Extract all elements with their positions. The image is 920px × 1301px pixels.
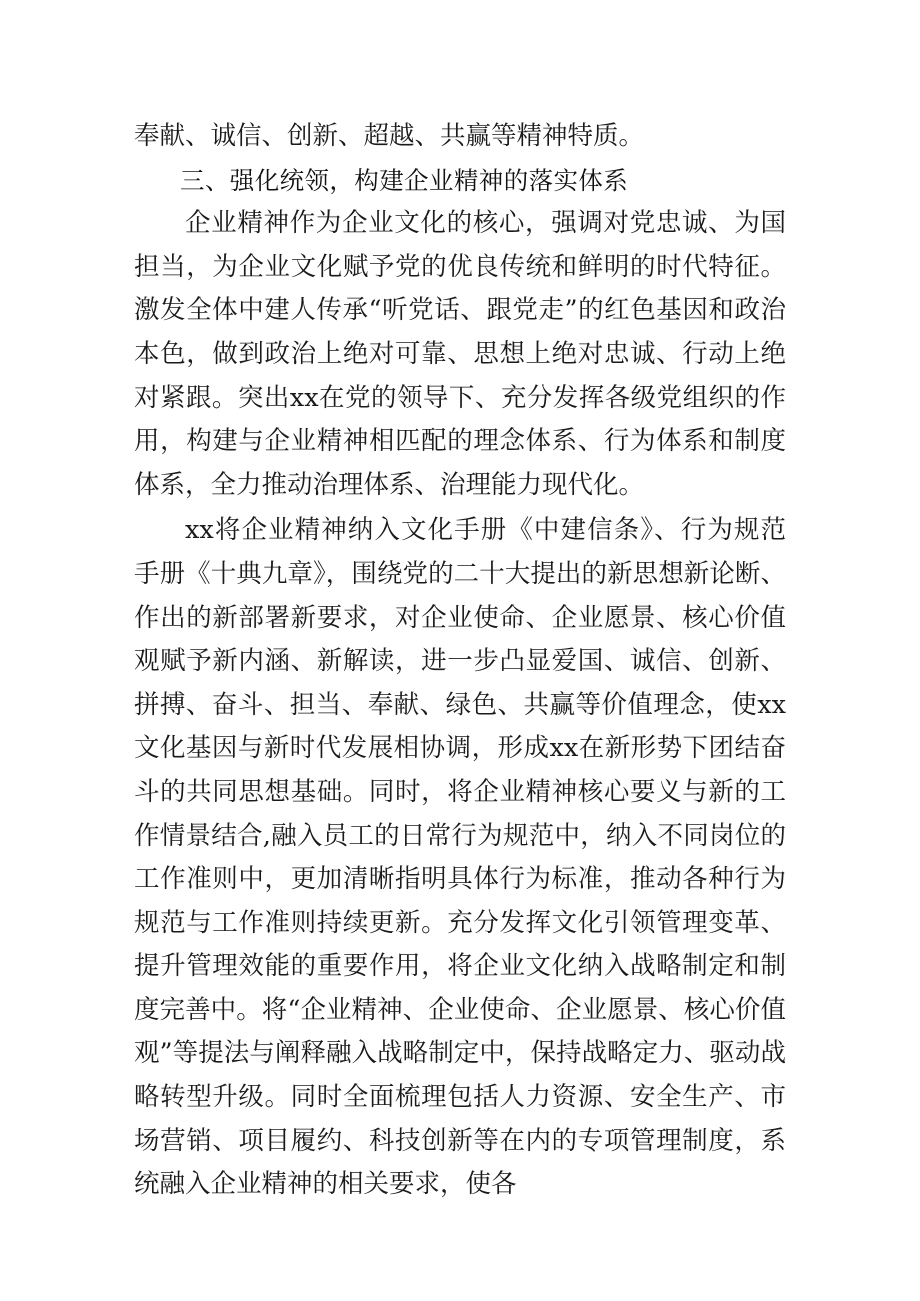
- paragraph-implementation: xx将企业精神纳入文化手册《中建信条》、行为规范手册《十典九章》，围绕党的二十大提出的新思想新论断、作出的新部署新要求，对企业使命、企业愿景、核心价值观赋予新内涵、新解读，进一步凸显爱国、诚信、创新、拼搏、奋斗、担当、奉献、绿色、共赢等价值理念，使xx文化基因与新时代发展相协调，形成xx在新形势下团结奋斗的共同思想基础。同时，将企业精神核心要义与新的工作情景结合,融入员工的日常行为规范中，纳入不同岗位的工作准则中，更加清晰指明具体行为标准，推动各种行为规范与工作准则持续更新。充分发挥文化引领管理变革、提升管理效能的重要作用，将企业文化纳入战略制定和制度完善中。将“企业精神、企业使命、企业愿景、核心价值观”等提法与阐释融入战略制定中，保持战略定力、驱动战略转型升级。同时全面梳理包括人力资源、安全生产、市场营销、项目履约、科技创新等在内的专项管理制度，系统融入企业精神的相关要求，使各: [134, 515, 786, 1200]
- paragraph-enterprise-spirit: 企业精神作为企业文化的核心，强调对党忠诚、为国担当，为企业文化赋予党的优良传统和鲜明的时代特征。激发全体中建人传承“听党话、跟党走”的红色基因和政治本色，做到政治上绝对可靠、思想上绝对忠诚、行动上绝对紧跟。突出xx在党的领导下、充分发挥各级党组织的作用，构建与企业精神相匹配的理念体系、行为体系和制度体系，全力推动治理体系、治理能力现代化。: [134, 208, 786, 500]
- paragraph-continuation: 奉献、诚信、创新、超越、共赢等精神特质。: [134, 121, 645, 151]
- document-body: [134, 115, 786, 1207]
- section-heading: 三、强化统领，构建企业精神的落实体系: [180, 165, 629, 195]
